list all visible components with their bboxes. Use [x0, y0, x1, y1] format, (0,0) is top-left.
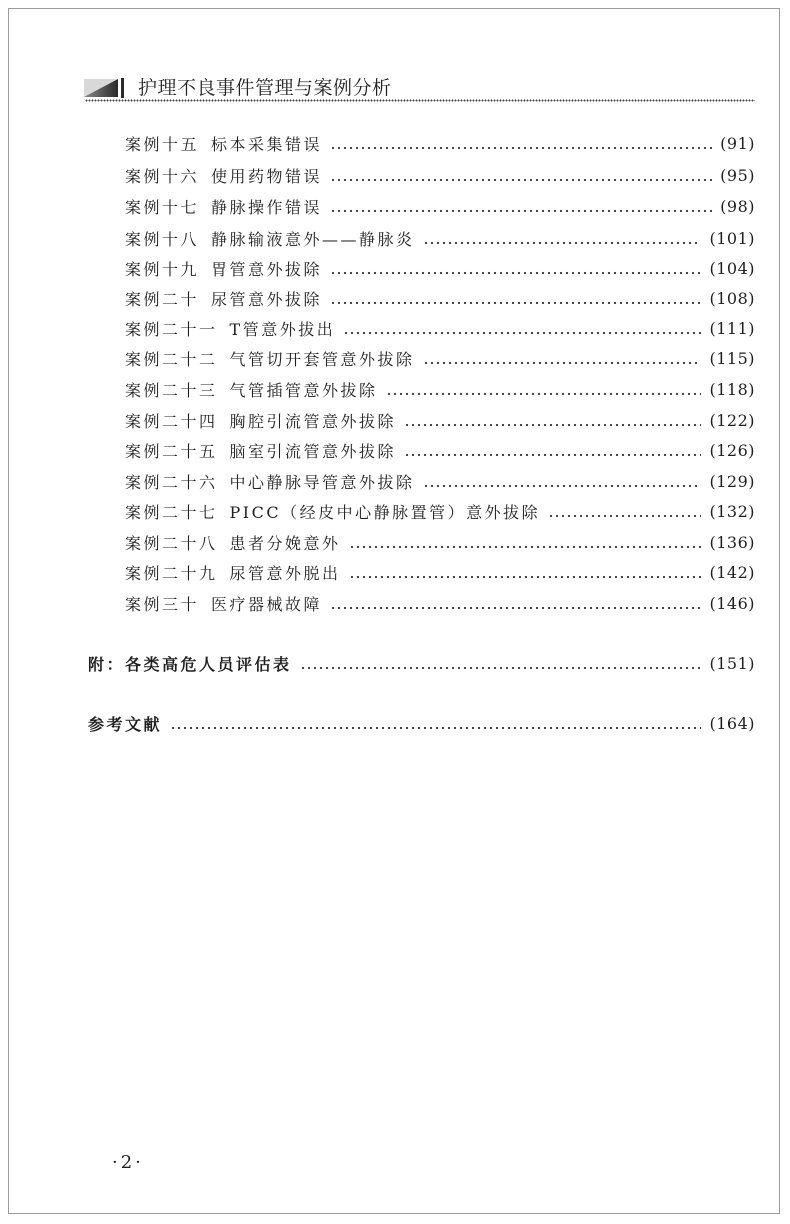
toc-entry	[125, 313, 755, 343]
entry-label: 案例二十七	[125, 502, 218, 522]
dot-leader	[330, 209, 712, 213]
entry-title: 胸腔引流管意外拔除	[229, 411, 397, 431]
entry-page: (104)	[709, 258, 755, 278]
toc-entry	[125, 191, 755, 221]
dot-leader	[423, 241, 702, 245]
entry-title: 标本采集错误	[211, 134, 323, 154]
toc-entry	[125, 128, 755, 158]
dot-leader	[170, 726, 701, 730]
entry-label: 案例二十一	[125, 319, 218, 339]
dot-leader	[404, 453, 701, 457]
entry-title: 气管切开套管意外拔除	[229, 349, 415, 369]
entry-label: 案例十五	[125, 134, 200, 154]
dot-leader	[330, 606, 701, 610]
dot-leader	[423, 484, 702, 488]
entry-title: 尿管意外拔除	[211, 289, 323, 309]
entry-page: (108)	[709, 288, 755, 308]
entry-page: (132)	[709, 501, 755, 521]
entry-title: 胃管意外拔除	[211, 259, 323, 279]
entry-title: T管意外拔出	[229, 319, 336, 339]
toc-entry	[125, 374, 755, 404]
toc-entry	[125, 283, 755, 313]
entry-label: 案例二十八	[125, 533, 218, 553]
toc-entry	[125, 527, 755, 557]
entry-title: 气管插管意外拔除	[229, 380, 378, 400]
dot-leader	[349, 575, 702, 579]
toc-references-entry	[88, 708, 755, 738]
entry-page: (98)	[720, 196, 755, 216]
toc-entry	[125, 223, 755, 253]
toc-entry	[125, 160, 755, 190]
dot-leader	[330, 271, 701, 275]
dot-leader	[330, 178, 712, 182]
page-number: ·2·	[112, 1152, 144, 1173]
entry-label: 案例二十九	[125, 563, 218, 583]
toc-entry	[125, 496, 755, 526]
entry-page: (136)	[709, 532, 755, 552]
entry-page: (142)	[709, 562, 755, 582]
dot-leader	[330, 146, 712, 150]
running-header-title: 护理不良事件管理与案例分析	[138, 77, 392, 99]
entry-label: 案例十六	[125, 166, 200, 186]
dot-leader	[330, 301, 701, 305]
entry-page: (115)	[709, 348, 755, 368]
entry-title: 静脉操作错误	[211, 197, 323, 217]
entry-page: (118)	[709, 379, 755, 399]
header-dotted-rule	[85, 99, 755, 102]
toc-entry	[125, 557, 755, 587]
dot-leader	[386, 392, 702, 396]
entry-page: (146)	[709, 593, 755, 613]
entry-label: 案例三十	[125, 594, 200, 614]
entry-title: 静脉输液意外——静脉炎	[211, 229, 415, 249]
entry-label: 案例二十二	[125, 349, 218, 369]
entry-page: (111)	[709, 318, 755, 338]
entry-title: 使用药物错误	[211, 166, 323, 186]
toc-appendix-entry	[88, 648, 755, 678]
entry-title: 尿管意外脱出	[229, 563, 341, 583]
dot-leader	[548, 514, 701, 518]
dot-leader	[300, 666, 702, 670]
dot-leader	[404, 423, 701, 427]
toc-entry	[125, 405, 755, 435]
toc-entry	[125, 588, 755, 618]
references-page: (164)	[709, 713, 755, 733]
entry-label: 案例二十四	[125, 411, 218, 431]
entry-title: 中心静脉导管意外拔除	[229, 472, 415, 492]
toc-entry	[125, 435, 755, 465]
entry-page: (95)	[720, 165, 755, 185]
entry-label: 案例二十六	[125, 472, 218, 492]
entry-page: (122)	[709, 410, 755, 430]
toc-entry	[125, 466, 755, 496]
entry-title: PICC（经皮中心静脉置管）意外拔除	[229, 502, 541, 522]
dot-leader	[423, 361, 702, 365]
entry-label: 案例十九	[125, 259, 200, 279]
entry-title: 脑室引流管意外拔除	[229, 441, 397, 461]
references-label: 参考文献	[88, 714, 163, 734]
appendix-page: (151)	[709, 653, 755, 673]
entry-label: 案例二十五	[125, 441, 218, 461]
entry-label: 案例十八	[125, 229, 200, 249]
entry-title: 患者分娩意外	[229, 533, 341, 553]
toc-entry	[125, 253, 755, 283]
appendix-label: 附：各类高危人员评估表	[88, 654, 292, 674]
dot-leader	[349, 545, 702, 549]
entry-page: (129)	[709, 471, 755, 491]
entry-label: 案例十七	[125, 197, 200, 217]
header-wedge-icon	[82, 76, 128, 100]
entry-page: (91)	[720, 133, 755, 153]
dot-leader	[343, 331, 701, 335]
entry-title: 医疗器械故障	[211, 594, 323, 614]
entry-page: (101)	[709, 228, 755, 248]
toc-entry	[125, 343, 755, 373]
entry-page: (126)	[709, 440, 755, 460]
entry-label: 案例二十	[125, 289, 200, 309]
entry-label: 案例二十三	[125, 380, 218, 400]
